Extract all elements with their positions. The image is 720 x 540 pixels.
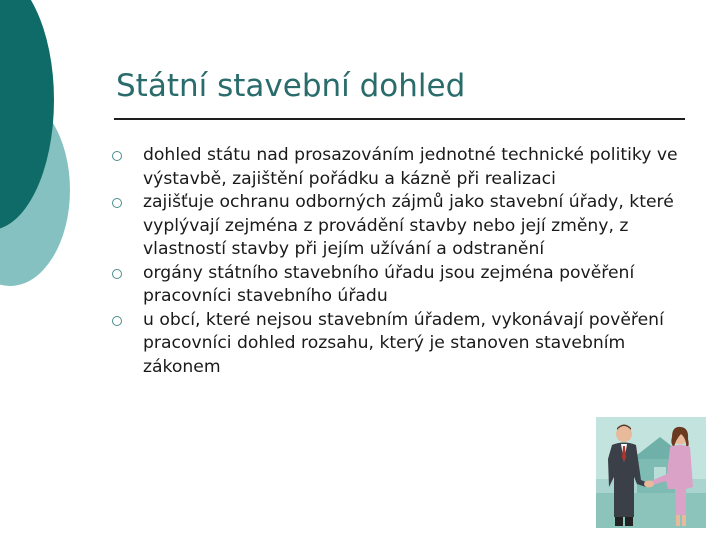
bullet-item [112, 191, 692, 262]
corner-decoration [0, 0, 120, 300]
bullet-text: orgány státního stavebního úřadu jsou zejména pověření pracovníci stavebního úřadu [143, 262, 635, 306]
bullet-item [112, 262, 692, 309]
slide-title: Státní stavební dohled [116, 68, 466, 104]
bullet-text: dohled státu nad prosazováním jednotné technické politiky ve výstavbě, zajištění pořádku a kázně při realizaci [143, 145, 678, 189]
bullet-item [112, 144, 692, 191]
bullet-circle-icon [112, 151, 122, 161]
handshake-illustration [596, 417, 706, 528]
bullet-text: zajišťuje ochranu odborných zájmů jako stavební úřady, které vyplývají zejména z provádění stavby nebo její změny, z vlastností stavby při jejím užívání a odstranění [143, 192, 674, 259]
bullet-circle-icon [112, 269, 122, 279]
bullet-circle-icon [112, 316, 122, 326]
bullet-circle-icon [112, 198, 122, 208]
bullet-item [112, 309, 692, 380]
bullet-text: u obcí, které nejsou stavebním úřadem, vykonávají pověření pracovníci dohled rozsahu, který je stanoven stavebním zákonem [143, 309, 664, 377]
bullet-list [112, 144, 692, 379]
title-underline [114, 118, 685, 120]
